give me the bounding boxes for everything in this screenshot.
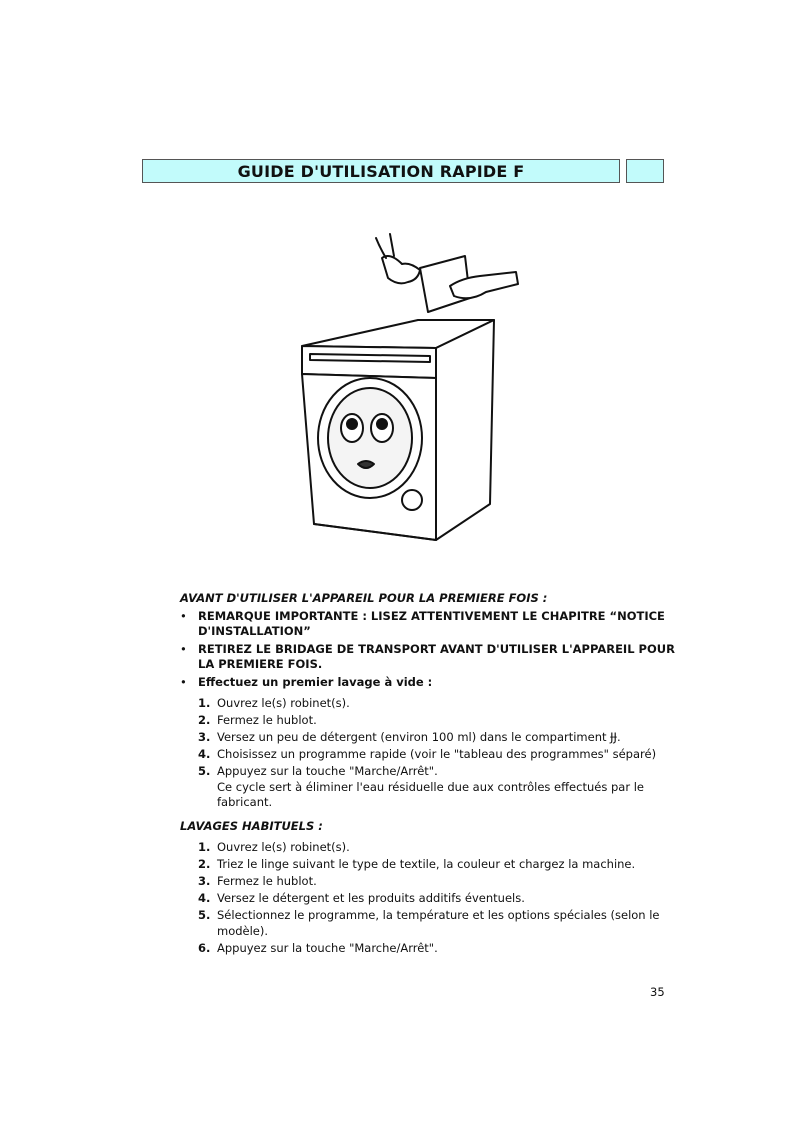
usual-wash-steps — [180, 840, 680, 956]
list-item: 2. Fermez le hublot. — [198, 713, 317, 727]
list-item: 5. Appuyez sur la touche "Marche/Arrêt". Ce cycle sert à éliminer l'eau résiduelle due aux contrôles effectués par le fabricant. — [198, 764, 644, 809]
section-heading-usual-washes: LAVAGES HABITUELS : — [180, 818, 323, 833]
list-item: 1. Ouvrez le(s) robinet(s). — [198, 696, 350, 710]
list-item: 6. Appuyez sur la touche "Marche/Arrêt". — [198, 940, 438, 955]
list-item: 3. Fermez le hublot. — [198, 874, 317, 888]
list-item: 2. Triez le linge suivant le type de textile, la couleur et chargez la machine. — [198, 857, 636, 871]
page-number: 35 — [650, 985, 665, 999]
list-item: • Effectuez un premier lavage à vide : — [180, 674, 433, 689]
bullet-icon: • — [180, 674, 187, 689]
first-wash-steps — [180, 696, 680, 811]
list-item: • RETIREZ LE BRIDAGE DE TRANSPORT AVANT D'UTILISER L'APPAREIL POUR LA PREMIERE FOIS. — [180, 641, 675, 671]
language-tab — [626, 159, 664, 183]
list-item: • REMARQUE IMPORTANTE : LISEZ ATTENTIVEMENT LE CHAPITRE “NOTICE D'INSTALLATION” — [180, 608, 665, 638]
title-banner — [142, 159, 620, 183]
bullet-icon: • — [180, 641, 187, 656]
list-item: 5. Sélectionnez le programme, la température et les options spéciales (selon le modèle). — [198, 908, 660, 938]
warning-list — [180, 609, 680, 691]
section-heading-first-use: AVANT D'UTILISER L'APPAREIL POUR LA PREMIERE FOIS : — [180, 591, 548, 605]
list-item: 1. Ouvrez le(s) robinet(s). — [198, 840, 350, 854]
bullet-icon: • — [180, 608, 187, 623]
washing-machine-illustration — [290, 228, 530, 548]
page-title: GUIDE D'UTILISATION RAPIDE F — [237, 161, 525, 181]
list-item: 3. Versez un peu de détergent (environ 100 ml) dans le compartiment ɈɈ. — [198, 730, 621, 744]
instructions — [180, 591, 680, 958]
list-item: 4. Choisissez un programme rapide (voir le "tableau des programmes" séparé) — [198, 747, 657, 761]
list-item: 4. Versez le détergent et les produits additifs éventuels. — [198, 891, 525, 905]
